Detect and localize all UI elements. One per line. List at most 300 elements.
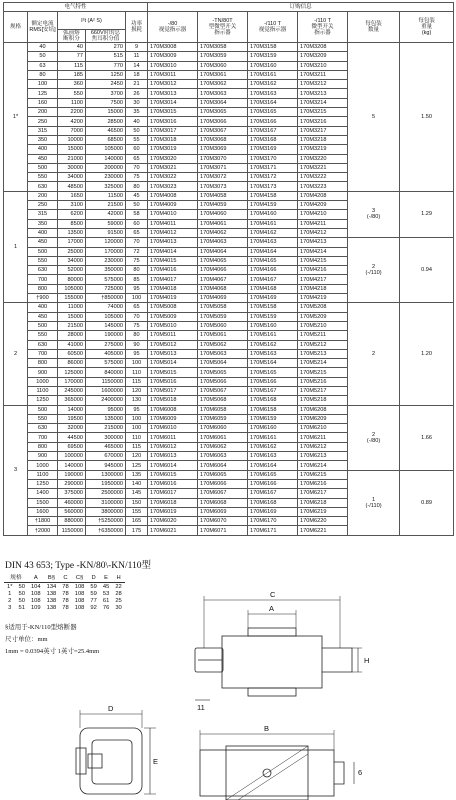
table-cell: 460000 [58, 498, 86, 507]
table-cell: 170M6162 [248, 442, 298, 451]
table-cell: 170M6013 [148, 452, 198, 461]
table-cell: 170M4165 [248, 256, 298, 265]
table-cell: 170M3169 [248, 145, 298, 154]
table-cell: 170M4018 [148, 284, 198, 293]
table-cell: 105000 [86, 145, 126, 154]
table-cell: †6350000 [86, 526, 126, 535]
table-cell: 170M4210 [298, 210, 348, 219]
table-cell: 52000 [58, 266, 86, 275]
table-cell: 170M3222 [298, 173, 348, 182]
table-cell: 100 [126, 424, 148, 433]
table-cell: 170M4067 [198, 275, 248, 284]
table-cell: 170M4060 [198, 210, 248, 219]
dim-cell: 109 [30, 605, 41, 611]
table-cell: 9 [126, 43, 148, 52]
table-cell: 170M3022 [148, 173, 198, 182]
table-cell: 170M3012 [148, 80, 198, 89]
table-cell: 50 [28, 52, 58, 61]
table-cell: 145000 [86, 321, 126, 330]
table-cell: 160 [28, 98, 58, 107]
table-cell: 80 [28, 70, 58, 79]
dim-cell: 50 [18, 591, 25, 597]
table-cell: 170M6068 [198, 498, 248, 507]
table-cell: 515 [86, 52, 126, 61]
table-cell: 170M3014 [148, 98, 198, 107]
table-cell: 170M5164 [248, 359, 298, 368]
table-cell: 170M3218 [298, 135, 348, 144]
table-cell: 170M5068 [198, 396, 248, 405]
table-cell: 100 [126, 414, 148, 423]
table-cell: 170M5066 [198, 377, 248, 386]
table-cell: 725000 [86, 284, 126, 293]
table-cell: 170M3017 [148, 126, 198, 135]
table-cell: 170M3059 [198, 52, 248, 61]
table-cell: 28500 [86, 117, 126, 126]
dim-label-6: 6 [358, 768, 363, 777]
electrical-characteristics-header: 电气特性 [4, 3, 148, 12]
table-cell: 200 [28, 191, 58, 200]
table-cell: 11 [126, 52, 148, 61]
table-cell: 120000 [86, 238, 126, 247]
table-cell: 170M3008 [148, 43, 198, 52]
table-cell: 170M5161 [248, 331, 298, 340]
table-cell: 170M6159 [248, 414, 298, 423]
table-cell: 170M4158 [248, 191, 298, 200]
table-cell: 170M4161 [248, 219, 298, 228]
dim-header-cell: E [100, 575, 112, 583]
table-cell: 170M6160 [248, 424, 298, 433]
table-cell: 230000 [86, 173, 126, 182]
table-cell: 50 [126, 126, 148, 135]
table-cell: 170M4068 [198, 284, 248, 293]
dim-cell: 51 [18, 605, 25, 611]
table-cell: 245000 [58, 386, 86, 395]
table-cell: 770 [86, 61, 126, 70]
table-cell: 325000 [86, 182, 126, 191]
table-cell: 7500 [86, 98, 126, 107]
table-cell: 170M3070 [198, 154, 248, 163]
table-row [4, 43, 454, 52]
table-cell: 140000 [86, 154, 126, 163]
pack-weight-cell: 1.20 [400, 303, 454, 405]
table-cell: 170M6169 [248, 507, 298, 516]
table-cell: 170M5211 [298, 331, 348, 340]
table-cell: 170M6171 [248, 526, 298, 535]
table-cell: 170M3063 [198, 89, 248, 98]
table-cell: 170M3009 [148, 52, 198, 61]
dim-cell: 92 [90, 605, 97, 611]
dim-cell: 108 [74, 598, 85, 604]
table-cell: 135 [126, 470, 148, 479]
table-cell: 60 [126, 219, 148, 228]
table-cell: 115 [58, 61, 86, 70]
table-cell: 170M4169 [248, 294, 298, 303]
table-cell: 170M6020 [148, 517, 198, 526]
table-cell: 170M5166 [248, 377, 298, 386]
table-cell: 170M3066 [198, 117, 248, 126]
table-cell: 145 [126, 489, 148, 498]
table-cell: 100 [126, 294, 148, 303]
table-cell: 170M3166 [248, 117, 298, 126]
dim-cell: 1 [8, 591, 12, 597]
table-cell: 10000 [58, 135, 86, 144]
table-row [4, 303, 454, 312]
table-cell: 40 [126, 117, 148, 126]
table-cell: 60 [126, 145, 148, 154]
table-cell: 170M3060 [198, 61, 248, 70]
size-cell: 1* [4, 43, 28, 192]
table-cell: 170M4211 [298, 219, 348, 228]
table-cell: 95 [126, 405, 148, 414]
table-cell: 25000 [58, 247, 86, 256]
table-cell: 230000 [86, 256, 126, 265]
table-cell: 170000 [86, 247, 126, 256]
table-row [4, 405, 454, 414]
table-cell: 170M6218 [298, 498, 348, 507]
table-cell: 365000 [58, 396, 86, 405]
table-cell: 170M6067 [198, 489, 248, 498]
table-cell: 115 [126, 442, 148, 451]
table-cell: 15000 [58, 145, 86, 154]
table-cell: 840000 [86, 368, 126, 377]
table-cell: 170M3215 [298, 108, 348, 117]
table-cell: 1250 [86, 70, 126, 79]
table-cell: 275000 [86, 340, 126, 349]
table-cell: 35 [126, 108, 148, 117]
table-cell: 300000 [86, 433, 126, 442]
dim-cell: 77 [90, 598, 97, 604]
table-cell: 21000 [58, 154, 86, 163]
table-cell: 34000 [58, 173, 86, 182]
table-cell: 170M6012 [148, 442, 198, 451]
table-cell: 6200 [58, 210, 86, 219]
dim-header-cell: H [112, 575, 124, 583]
table-cell: 170M4058 [198, 191, 248, 200]
table-cell: 2450 [86, 80, 126, 89]
table-cell: 140000 [58, 461, 86, 470]
table-cell: 170M6216 [298, 479, 348, 488]
table-cell: 125 [28, 89, 58, 98]
table-cell: 170M5016 [148, 377, 198, 386]
table-cell: 110 [126, 368, 148, 377]
dim-cell: 108 [74, 591, 85, 597]
kn110-note: §适用于-KN/110型熔断器 [5, 624, 77, 631]
dim-cell: 138 [46, 591, 57, 597]
table-cell: 170M5011 [148, 331, 198, 340]
table-cell: 1150000 [58, 526, 86, 535]
pack-qty-cell: 5 [348, 43, 400, 192]
table-cell: 1250 [28, 396, 58, 405]
table-cell: 80 [126, 182, 148, 191]
table-cell: 350 [28, 135, 58, 144]
table-cell: 3100 [58, 201, 86, 210]
table-cell: 40 [28, 43, 58, 52]
table-cell: 14000 [58, 405, 86, 414]
table-cell: 170M4013 [148, 238, 198, 247]
table-cell: 170M5064 [198, 359, 248, 368]
table-cell: 170M4209 [298, 201, 348, 210]
table-cell: 170M3015 [148, 108, 198, 117]
table-cell: 170M4164 [248, 247, 298, 256]
table-cell: 30 [126, 98, 148, 107]
table-cell: 75 [126, 173, 148, 182]
table-cell: 3100000 [86, 498, 126, 507]
table-cell: 630 [28, 182, 58, 191]
table-cell: 170M4010 [148, 210, 198, 219]
table-cell: 170000 [58, 377, 86, 386]
table-cell: 1300000 [86, 470, 126, 479]
table-cell: 65 [126, 228, 148, 237]
dim-label-11: 11 [197, 703, 205, 712]
table-cell: 500 [28, 247, 58, 256]
table-cell: 170M6059 [198, 414, 248, 423]
table-cell: 70 [126, 312, 148, 321]
table-cell: 7000 [58, 126, 86, 135]
table-cell: 170M6014 [148, 461, 198, 470]
prearc-header: 弧前熔 断积分 [58, 30, 86, 43]
dim-cell: 22 [115, 584, 122, 590]
dim-cell: 50 [18, 584, 25, 590]
fuse-spec-body [4, 43, 454, 536]
size-cell: 3 [4, 405, 28, 535]
table-cell: 46500 [86, 126, 126, 135]
table-cell: 170M6062 [198, 442, 248, 451]
table-cell: 170M5060 [198, 321, 248, 330]
table-cell: 170M5163 [248, 349, 298, 358]
table-cell: 170M4219 [298, 294, 348, 303]
dim-label-d: D [108, 704, 114, 713]
table-cell: 170M3223 [298, 182, 348, 191]
table-cell: 13500 [58, 228, 86, 237]
dim-cell: 78 [62, 584, 69, 590]
table-cell: 2500000 [86, 489, 126, 498]
table-cell: 170M5167 [248, 386, 298, 395]
table-cell: 170M3172 [248, 173, 298, 182]
table-cell: 880000 [58, 517, 86, 526]
table-cell: 170M3165 [248, 108, 298, 117]
table-cell: 170M4016 [148, 266, 198, 275]
table-cell: 465000 [86, 442, 126, 451]
table-row [4, 191, 454, 200]
table-cell: 45 [126, 191, 148, 200]
visual-80-header: -/80 视觉指示器 [148, 12, 198, 43]
table-cell: †850000 [86, 294, 126, 303]
table-cell: 77 [58, 52, 86, 61]
table-cell: 170M4218 [298, 284, 348, 293]
table-cell: 170M6060 [198, 424, 248, 433]
table-cell: 170M4163 [248, 238, 298, 247]
table-cell: 1650 [58, 191, 86, 200]
table-cell: 450 [28, 312, 58, 321]
pack-qty-header: 每包装 数量 [348, 12, 400, 43]
table-cell: 170M4019 [148, 294, 198, 303]
pack-weight-cell: 1.50 [400, 43, 454, 192]
table-cell: 120 [126, 452, 148, 461]
table-cell: 170M4062 [198, 228, 248, 237]
table-cell: 170M3069 [198, 145, 248, 154]
table-cell: 550 [28, 414, 58, 423]
table-cell: 170M3019 [148, 145, 198, 154]
table-cell: 500 [28, 321, 58, 330]
table-cell: 575000 [86, 275, 126, 284]
table-cell: 170M3220 [298, 154, 348, 163]
dim-cell: 134 [46, 584, 57, 590]
table-cell: 170M3219 [298, 145, 348, 154]
dim-row [4, 598, 125, 605]
dim-cell: 108 [74, 584, 85, 590]
table-cell: 170M6164 [248, 461, 298, 470]
dim-cell: 59 [90, 591, 97, 597]
table-cell: 170M6220 [298, 517, 348, 526]
table-cell: 170M3071 [198, 163, 248, 172]
table-cell: 170M5010 [148, 321, 198, 330]
table-cell: 170M6019 [148, 507, 198, 516]
dim-cell: 78 [62, 591, 69, 597]
pack-qty-cell: 2 (-/110) [348, 238, 400, 303]
dim-cell: 3 [8, 605, 12, 611]
dim-label-e: E [153, 757, 159, 766]
table-cell: 80000 [58, 275, 86, 284]
table-cell: 86000 [58, 359, 86, 368]
table-cell: 69500 [58, 442, 86, 451]
table-cell: 400 [28, 303, 58, 312]
table-cell: 170M6061 [198, 433, 248, 442]
table-cell: 170M4214 [298, 247, 348, 256]
table-cell: 2400000 [86, 396, 126, 405]
table-cell: 170M5008 [148, 303, 198, 312]
table-cell: 170M6165 [248, 470, 298, 479]
table-cell: 170M3163 [248, 89, 298, 98]
table-cell: 170M5213 [298, 349, 348, 358]
table-cell: 170M3210 [298, 61, 348, 70]
table-cell: 130 [126, 396, 148, 405]
pack-weight-cell: 1.29 [400, 191, 454, 237]
dim-header-cell: C§ [72, 575, 88, 583]
table-cell: 170M6170 [248, 517, 298, 526]
table-cell: 170M5212 [298, 340, 348, 349]
table-cell: 8500 [58, 219, 86, 228]
table-cell: 550 [28, 173, 58, 182]
dim-label-a: A [269, 604, 275, 613]
table-cell: 170M4065 [198, 256, 248, 265]
table-cell: 170M4208 [298, 191, 348, 200]
table-cell: 500 [28, 163, 58, 172]
table-cell: 55 [126, 135, 148, 144]
table-cell: 800 [28, 284, 58, 293]
table-cell: 170M3213 [298, 89, 348, 98]
dim-cell: 108 [74, 605, 85, 611]
dim-header-cell: D [87, 575, 99, 583]
dim-header-cell: A [28, 575, 44, 583]
table-cell: 26 [126, 89, 148, 98]
table-cell: 170M6210 [298, 424, 348, 433]
table-cell: 170M3073 [198, 182, 248, 191]
dim-label-c: C [270, 590, 276, 599]
table-cell: 110 [126, 433, 148, 442]
table-cell: 170M3011 [148, 70, 198, 79]
table-cell: 75 [126, 321, 148, 330]
table-cell: 170M5209 [298, 312, 348, 321]
table-cell: 170M6219 [298, 507, 348, 516]
table-cell: 19500 [58, 414, 86, 423]
pack-weight-cell: 1.66 [400, 405, 454, 470]
table-cell: 120 [126, 386, 148, 395]
size-header: 规格 [4, 12, 28, 43]
microswitch-80t-header: -TN/80T 型微型开关 指示器 [198, 12, 248, 43]
table-cell: 170M3209 [298, 52, 348, 61]
table-cell: 170M3068 [198, 135, 248, 144]
table-cell: 170M5059 [198, 312, 248, 321]
pack-weight-cell: 0.89 [400, 470, 454, 535]
dim-row [4, 591, 125, 598]
table-cell: 50 [126, 201, 148, 210]
table-cell: 1950000 [86, 479, 126, 488]
table-cell: 170M4063 [198, 238, 248, 247]
table-cell: 3800000 [86, 507, 126, 516]
table-cell: 100000 [58, 452, 86, 461]
dim-cell: 59 [90, 584, 97, 590]
table-cell: 575000 [86, 359, 126, 368]
table-cell: 800 [28, 442, 58, 451]
table-cell: 1100 [28, 386, 58, 395]
table-cell: 17000 [58, 238, 86, 247]
table-cell: 30000 [58, 163, 86, 172]
table-cell: 170M6217 [298, 489, 348, 498]
table-cell: 170M5208 [298, 303, 348, 312]
table-cell: 170M6208 [298, 405, 348, 414]
table-cell: †1800 [28, 517, 58, 526]
table-cell: 170M5158 [248, 303, 298, 312]
table-cell: 170M5018 [148, 396, 198, 405]
table-cell: 18 [126, 70, 148, 79]
table-cell: 170M5210 [298, 321, 348, 330]
table-cell: 170M3016 [148, 117, 198, 126]
dim-cell: 53 [102, 591, 110, 597]
table-cell: 105000 [58, 284, 86, 293]
table-cell: 170M4213 [298, 238, 348, 247]
dim-cell: 25 [115, 598, 122, 604]
dim-cell: 45 [102, 584, 110, 590]
table-cell: 170M3221 [298, 163, 348, 172]
table-cell: 170M5062 [198, 340, 248, 349]
table-cell: 80 [126, 331, 148, 340]
table-cell: 170M6064 [198, 461, 248, 470]
table-cell: 170M4066 [198, 266, 248, 275]
table-cell: 59000 [86, 219, 126, 228]
table-cell: 700 [28, 433, 58, 442]
dimension-table-header [4, 575, 125, 583]
table-cell: 4200 [58, 117, 86, 126]
table-cell: 170M6161 [248, 433, 298, 442]
table-cell: 170M4159 [248, 201, 298, 210]
table-cell: 170M6166 [248, 479, 298, 488]
table-cell: 41000 [58, 340, 86, 349]
table-cell: 170M3214 [298, 98, 348, 107]
dim-cell: 138 [46, 605, 57, 611]
table-cell: 165 [126, 517, 148, 526]
table-cell: 170M6066 [198, 479, 248, 488]
table-cell: 80 [126, 266, 148, 275]
table-cell: 170M6167 [248, 489, 298, 498]
table-cell: 170M5218 [298, 396, 348, 405]
dim-row [4, 605, 125, 612]
table-cell: 85 [126, 275, 148, 284]
table-cell: 550 [58, 89, 86, 98]
table-cell: 450 [28, 238, 58, 247]
microswitch-110t-header: -/110 T 微型开关 指示器 [298, 12, 348, 43]
dim-label-h: H [364, 656, 370, 665]
table-cell: 170M6009 [148, 414, 198, 423]
